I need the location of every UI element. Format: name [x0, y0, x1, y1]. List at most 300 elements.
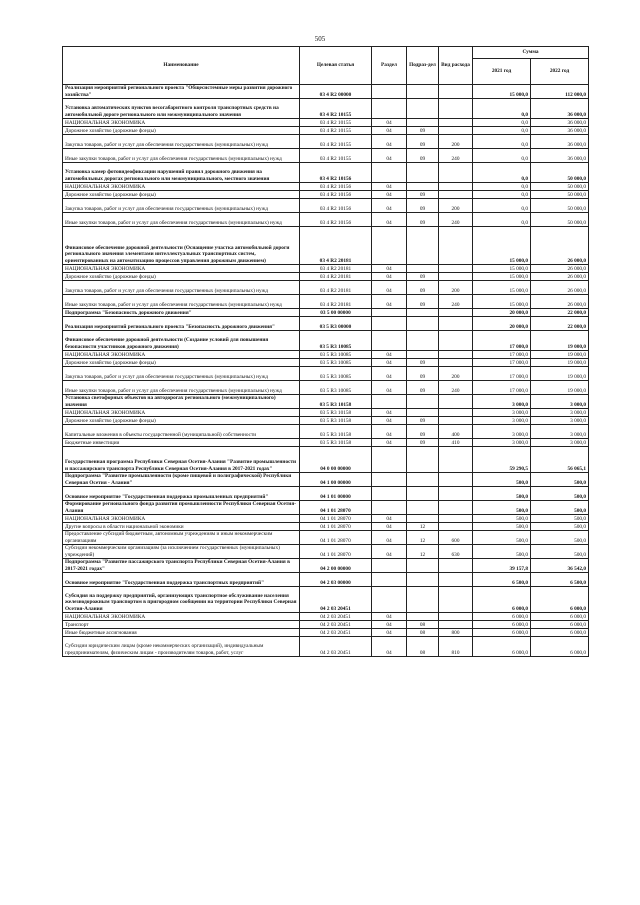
cell-2021: 6 000,0	[473, 613, 531, 621]
cell-expense-type	[439, 265, 473, 273]
cell-subsection: 09	[407, 367, 439, 381]
cell-2021: 6 000,0	[473, 621, 531, 629]
cell-expense-type	[439, 85, 473, 99]
cell-section: 04	[372, 367, 407, 381]
cell-2021: 17 000,0	[473, 351, 531, 359]
cell-subsection	[407, 409, 439, 417]
cell-expense-type	[439, 309, 473, 317]
cell-section: 04	[372, 439, 407, 447]
cell-2022: 500,0	[531, 487, 589, 501]
cell-name: Иные закупки товаров, работ и услуг для обеспечения государственных (муниципальных) нужд	[63, 149, 300, 163]
header-subsection: Подраз-дел	[407, 47, 439, 85]
table-row	[63, 531, 589, 545]
cell-target: 03 5 R3 10085	[300, 331, 372, 351]
table-row	[63, 359, 589, 367]
cell-name: Реализация мероприятий регионального проекта "Безопасность дорожного движения"	[63, 317, 300, 331]
cell-expense-type	[439, 395, 473, 409]
cell-target: 03 4 R2 10155	[300, 119, 372, 127]
table-row	[63, 425, 589, 439]
cell-2021: 500,0	[473, 487, 531, 501]
header-sum: Сумма	[473, 47, 589, 59]
cell-2021: 17 000,0	[473, 367, 531, 381]
cell-2021: 15 000,0	[473, 295, 531, 309]
cell-name: НАЦИОНАЛЬНАЯ ЭКОНОМИКА	[63, 351, 300, 359]
header-name: Наименование	[63, 47, 300, 85]
table-row	[63, 545, 589, 559]
table-row	[63, 447, 589, 473]
cell-2022: 36 000,0	[531, 149, 589, 163]
cell-2021: 500,0	[473, 501, 531, 515]
table-row	[63, 417, 589, 425]
cell-section	[372, 473, 407, 487]
cell-expense-type: 200	[439, 135, 473, 149]
cell-name: НАЦИОНАЛЬНАЯ ЭКОНОМИКА	[63, 119, 300, 127]
cell-target: 03 5 R3 10085	[300, 351, 372, 359]
cell-expense-type: 810	[439, 637, 473, 657]
cell-2021: 17 000,0	[473, 331, 531, 351]
table-row	[63, 395, 589, 409]
table-row	[63, 295, 589, 309]
cell-2021: 6 000,0	[473, 587, 531, 613]
page-number: 505	[314, 35, 326, 43]
cell-section: 04	[372, 149, 407, 163]
cell-expense-type: 240	[439, 213, 473, 227]
cell-2021: 0,0	[473, 149, 531, 163]
cell-subsection	[407, 351, 439, 359]
cell-2022: 19 000,0	[531, 331, 589, 351]
cell-2021: 0,0	[473, 183, 531, 191]
cell-2021: 500,0	[473, 515, 531, 523]
cell-2022: 500,0	[531, 473, 589, 487]
cell-2021: 15 000,0	[473, 265, 531, 273]
cell-2021: 3 000,0	[473, 439, 531, 447]
cell-section	[372, 309, 407, 317]
cell-2021: 17 000,0	[473, 359, 531, 367]
cell-target: 04 2 03 00000	[300, 573, 372, 587]
cell-2021: 0,0	[473, 199, 531, 213]
cell-subsection	[407, 395, 439, 409]
cell-2022: 36 542,0	[531, 559, 589, 573]
cell-subsection: 12	[407, 545, 439, 559]
cell-2022: 50 000,0	[531, 163, 589, 183]
cell-subsection	[407, 501, 439, 515]
cell-section: 04	[372, 265, 407, 273]
cell-section: 04	[372, 135, 407, 149]
cell-2021: 59 290,5	[473, 447, 531, 473]
cell-subsection: 09	[407, 295, 439, 309]
cell-target: 04 1 01 28070	[300, 545, 372, 559]
table-row	[63, 183, 589, 191]
cell-2022: 19 000,0	[531, 381, 589, 395]
cell-name: Иные закупки товаров, работ и услуг для обеспечения государственных (муниципальных) нужд	[63, 213, 300, 227]
cell-expense-type	[439, 317, 473, 331]
table-row	[63, 273, 589, 281]
cell-expense-type	[439, 227, 473, 265]
cell-subsection	[407, 331, 439, 351]
table-row	[63, 135, 589, 149]
cell-subsection	[407, 559, 439, 573]
cell-section: 04	[372, 515, 407, 523]
table-row	[63, 587, 589, 613]
cell-name: Иные закупки товаров, работ и услуг для обеспечения государственных (муниципальных) нужд	[63, 295, 300, 309]
cell-target: 03 4 R2 20181	[300, 227, 372, 265]
cell-section: 04	[372, 531, 407, 545]
cell-2022: 19 000,0	[531, 367, 589, 381]
cell-section: 04	[372, 637, 407, 657]
cell-name: НАЦИОНАЛЬНАЯ ЭКОНОМИКА	[63, 515, 300, 523]
cell-subsection: 09	[407, 135, 439, 149]
cell-subsection: 12	[407, 531, 439, 545]
table-row	[63, 85, 589, 99]
cell-expense-type	[439, 487, 473, 501]
cell-subsection	[407, 85, 439, 99]
cell-expense-type	[439, 163, 473, 183]
cell-name: Подпрограмма "Безопасность дорожного движения"	[63, 309, 300, 317]
cell-name: Другие вопросы в области национальной экономики	[63, 523, 300, 531]
table-row	[63, 439, 589, 447]
cell-target: 03 4 R2 10155	[300, 149, 372, 163]
cell-2022: 500,0	[531, 523, 589, 531]
cell-target: 03 4 R2 20181	[300, 295, 372, 309]
cell-2021: 500,0	[473, 473, 531, 487]
table-row	[63, 629, 589, 637]
cell-section	[372, 163, 407, 183]
cell-name: Финансовое обеспечение дорожной деятельности (Оснащение участка автомобильной дороги регионального значения элементами интеллектуальных транспортных систем, ориентированных на автоматизацию процессов управления дорожным движением)	[63, 227, 300, 265]
cell-2021: 15 000,0	[473, 85, 531, 99]
cell-section	[372, 573, 407, 587]
cell-2022: 6 000,0	[531, 587, 589, 613]
cell-2021: 0,0	[473, 99, 531, 119]
cell-name: Реализация мероприятий регионального проекта "Общесистемные меры развития дорожного хозяйства"	[63, 85, 300, 99]
cell-name: Субсидии юридическим лицам (кроме некоммерческих организаций), индивидуальным предпринимателям, физическим лицам - производителям товаров, работ, услуг	[63, 637, 300, 657]
table-row	[63, 163, 589, 183]
cell-expense-type: 800	[439, 629, 473, 637]
header-2022: 2022 год	[531, 59, 589, 85]
cell-section: 04	[372, 409, 407, 417]
cell-expense-type: 240	[439, 149, 473, 163]
cell-expense-type: 240	[439, 381, 473, 395]
cell-section	[372, 99, 407, 119]
cell-section: 04	[372, 127, 407, 135]
cell-subsection: 09	[407, 425, 439, 439]
cell-2022: 26 000,0	[531, 281, 589, 295]
cell-expense-type	[439, 331, 473, 351]
cell-subsection	[407, 515, 439, 523]
cell-subsection	[407, 573, 439, 587]
cell-2022: 22 000,0	[531, 317, 589, 331]
cell-name: Установка светофорных объектов на автодорогах регионального (межмуниципального) значения	[63, 395, 300, 409]
cell-subsection: 09	[407, 439, 439, 447]
cell-target: 03 4 R2 10155	[300, 99, 372, 119]
table-row	[63, 367, 589, 381]
cell-2021: 0,0	[473, 135, 531, 149]
cell-subsection: 09	[407, 149, 439, 163]
cell-target: 04 1 01 28070	[300, 523, 372, 531]
cell-2022: 50 000,0	[531, 213, 589, 227]
cell-expense-type	[439, 501, 473, 515]
table-row	[63, 523, 589, 531]
cell-subsection	[407, 309, 439, 317]
cell-2021: 3 000,0	[473, 417, 531, 425]
cell-target: 03 5 R3 10158	[300, 425, 372, 439]
cell-section	[372, 447, 407, 473]
cell-subsection: 09	[407, 199, 439, 213]
cell-section: 04	[372, 523, 407, 531]
table-row	[63, 119, 589, 127]
cell-target: 03 5 R3 10158	[300, 409, 372, 417]
table-row	[63, 317, 589, 331]
cell-section	[372, 587, 407, 613]
table-row	[63, 573, 589, 587]
cell-expense-type	[439, 417, 473, 425]
cell-section	[372, 227, 407, 265]
cell-subsection: 09	[407, 127, 439, 135]
cell-section: 04	[372, 199, 407, 213]
cell-2022: 26 000,0	[531, 273, 589, 281]
cell-2021: 3 000,0	[473, 395, 531, 409]
cell-name: Иные закупки товаров, работ и услуг для обеспечения государственных (муниципальных) нужд	[63, 381, 300, 395]
cell-target: 04 2 03 20451	[300, 637, 372, 657]
cell-target: 03 5 R3 00000	[300, 317, 372, 331]
cell-name: Дорожное хозяйство (дорожные фонды)	[63, 127, 300, 135]
cell-2021: 500,0	[473, 531, 531, 545]
cell-name: Бюджетные инвестиции	[63, 439, 300, 447]
cell-subsection	[407, 183, 439, 191]
cell-target: 03 4 R2 20181	[300, 273, 372, 281]
cell-expense-type	[439, 127, 473, 135]
cell-name: Капитальные вложения в объекты государственной (муниципальной) собственности	[63, 425, 300, 439]
cell-2022: 26 000,0	[531, 227, 589, 265]
table-row	[63, 637, 589, 657]
cell-section: 04	[372, 613, 407, 621]
cell-name: Закупка товаров, работ и услуг для обеспечения государственных (муниципальных) нужд	[63, 135, 300, 149]
cell-name: Дорожное хозяйство (дорожные фонды)	[63, 273, 300, 281]
cell-2021: 15 000,0	[473, 227, 531, 265]
cell-name: НАЦИОНАЛЬНАЯ ЭКОНОМИКА	[63, 409, 300, 417]
cell-2021: 6 500,0	[473, 573, 531, 587]
cell-subsection	[407, 163, 439, 183]
cell-name: НАЦИОНАЛЬНАЯ ЭКОНОМИКА	[63, 183, 300, 191]
table-row	[63, 281, 589, 295]
cell-2022: 500,0	[531, 501, 589, 515]
cell-expense-type: 410	[439, 439, 473, 447]
cell-expense-type	[439, 273, 473, 281]
cell-section	[372, 331, 407, 351]
cell-expense-type	[439, 119, 473, 127]
cell-target: 03 5 R3 10085	[300, 367, 372, 381]
table-row	[63, 213, 589, 227]
cell-section: 04	[372, 629, 407, 637]
cell-expense-type	[439, 473, 473, 487]
cell-2022: 3 000,0	[531, 425, 589, 439]
cell-subsection: 09	[407, 417, 439, 425]
cell-section: 04	[372, 621, 407, 629]
cell-name: Закупка товаров, работ и услуг для обеспечения государственных (муниципальных) нужд	[63, 199, 300, 213]
cell-2021: 0,0	[473, 163, 531, 183]
cell-name: Иные бюджетные ассигнования	[63, 629, 300, 637]
cell-2022: 6 500,0	[531, 573, 589, 587]
cell-2022: 50 000,0	[531, 191, 589, 199]
cell-target: 04 2 03 20451	[300, 613, 372, 621]
cell-name: Дорожное хозяйство (дорожные фонды)	[63, 359, 300, 367]
cell-2022: 56 065,1	[531, 447, 589, 473]
cell-expense-type	[439, 621, 473, 629]
table-row	[63, 351, 589, 359]
cell-expense-type: 200	[439, 199, 473, 213]
cell-name: Установка камер фотовидеофиксации нарушений правил дорожного движения на автомобильных дорогах регионального или межмуниципального, местного значения	[63, 163, 300, 183]
table-row	[63, 515, 589, 523]
cell-target: 03 4 R2 20181	[300, 281, 372, 295]
header-expense-type: Вид расхода	[439, 47, 473, 85]
cell-subsection	[407, 99, 439, 119]
cell-2022: 6 000,0	[531, 629, 589, 637]
cell-2021: 15 000,0	[473, 273, 531, 281]
table-row	[63, 613, 589, 621]
cell-2022: 50 000,0	[531, 199, 589, 213]
table-row	[63, 199, 589, 213]
cell-name: Финансовое обеспечение дорожной деятельности (Создание условий для повышения безопасности участников дорожного движения)	[63, 331, 300, 351]
cell-name: Основное мероприятие "Государственная поддержка промышленных предприятий"	[63, 487, 300, 501]
cell-target: 04 2 03 20451	[300, 587, 372, 613]
cell-target: 03 5 R3 10158	[300, 395, 372, 409]
cell-2022: 500,0	[531, 545, 589, 559]
cell-section: 04	[372, 359, 407, 367]
cell-name: Закупка товаров, работ и услуг для обеспечения государственных (муниципальных) нужд	[63, 281, 300, 295]
cell-2022: 36 000,0	[531, 127, 589, 135]
cell-section: 04	[372, 417, 407, 425]
cell-2021: 500,0	[473, 523, 531, 531]
cell-name: НАЦИОНАЛЬНАЯ ЭКОНОМИКА	[63, 613, 300, 621]
cell-name: Подпрограмма "Развитие пассажирского транспорта Республики Северная Осетия-Алания в 2017-2021 годах"	[63, 559, 300, 573]
cell-subsection	[407, 487, 439, 501]
cell-target: 03 4 R2 10156	[300, 213, 372, 227]
cell-target: 03 4 R2 10156	[300, 199, 372, 213]
table-row	[63, 191, 589, 199]
cell-subsection	[407, 587, 439, 613]
cell-2021: 17 000,0	[473, 381, 531, 395]
cell-section: 04	[372, 281, 407, 295]
cell-expense-type: 240	[439, 295, 473, 309]
cell-subsection: 09	[407, 213, 439, 227]
cell-2022: 19 000,0	[531, 359, 589, 367]
cell-2022: 19 000,0	[531, 351, 589, 359]
table-row	[63, 409, 589, 417]
table-row	[63, 621, 589, 629]
table-row	[63, 99, 589, 119]
cell-target: 03 4 R2 10156	[300, 183, 372, 191]
cell-section: 04	[372, 273, 407, 281]
cell-subsection: 09	[407, 273, 439, 281]
cell-expense-type	[439, 523, 473, 531]
cell-target: 04 1 01 28070	[300, 515, 372, 523]
table-row	[63, 473, 589, 487]
cell-expense-type: 630	[439, 545, 473, 559]
cell-section: 04	[372, 351, 407, 359]
cell-2021: 500,0	[473, 545, 531, 559]
cell-expense-type	[439, 573, 473, 587]
cell-2022: 26 000,0	[531, 295, 589, 309]
cell-name: Дорожное хозяйство (дорожные фонды)	[63, 417, 300, 425]
cell-section: 04	[372, 183, 407, 191]
cell-expense-type	[439, 447, 473, 473]
cell-2022: 36 000,0	[531, 99, 589, 119]
cell-target: 03 5 R3 10085	[300, 381, 372, 395]
cell-section	[372, 85, 407, 99]
cell-section: 04	[372, 295, 407, 309]
cell-subsection: 08	[407, 637, 439, 657]
table-row	[63, 127, 589, 135]
cell-subsection	[407, 227, 439, 265]
cell-2022: 3 000,0	[531, 439, 589, 447]
cell-target: 03 4 R2 10156	[300, 163, 372, 183]
cell-target: 04 1 01 28070	[300, 531, 372, 545]
cell-subsection	[407, 317, 439, 331]
cell-target: 04 1 01 00000	[300, 487, 372, 501]
table-row	[63, 227, 589, 265]
cell-2021: 39 157,8	[473, 559, 531, 573]
table-row	[63, 381, 589, 395]
cell-expense-type: 200	[439, 367, 473, 381]
table-body	[63, 85, 589, 657]
cell-target: 04 2 03 20451	[300, 629, 372, 637]
cell-2022: 112 000,0	[531, 85, 589, 99]
cell-name: Предоставление субсидий бюджетным, автономным учреждениям и иным некоммерческим организациям	[63, 531, 300, 545]
cell-target: 03 5 00 00000	[300, 309, 372, 317]
cell-subsection	[407, 613, 439, 621]
cell-target: 04 2 00 00000	[300, 559, 372, 573]
cell-section: 04	[372, 381, 407, 395]
cell-section	[372, 501, 407, 515]
cell-section: 04	[372, 119, 407, 127]
cell-section: 04	[372, 191, 407, 199]
cell-section: 04	[372, 425, 407, 439]
cell-name: Государственная программа Республики Северная Осетия-Алания "Развитие промышленности и пассажирского транспорта Республики Северная Осетия-Алания в 2017-2021 годах"	[63, 447, 300, 473]
cell-2022: 36 000,0	[531, 119, 589, 127]
cell-2022: 3 000,0	[531, 409, 589, 417]
cell-expense-type	[439, 559, 473, 573]
cell-target: 03 5 R3 10085	[300, 359, 372, 367]
cell-section	[372, 317, 407, 331]
cell-name: Установка автоматических пунктов весогабаритного контроля транспортных средств на автомобильной дороге регионального или межмуниципального значения	[63, 99, 300, 119]
cell-name: Основное мероприятие "Государственная поддержка транспортных предприятий"	[63, 573, 300, 587]
cell-name: Закупка товаров, работ и услуг для обеспечения государственных (муниципальных) нужд	[63, 367, 300, 381]
cell-name: Формирование регионального фонда развития промышленности Республики Северная Осетия-Алания	[63, 501, 300, 515]
cell-2021: 6 000,0	[473, 629, 531, 637]
table-row	[63, 559, 589, 573]
cell-name: Транспорт	[63, 621, 300, 629]
header-section: Раздел	[372, 47, 407, 85]
cell-subsection	[407, 447, 439, 473]
cell-expense-type	[439, 359, 473, 367]
cell-target: 04 1 00 00000	[300, 473, 372, 487]
table-row	[63, 487, 589, 501]
cell-target: 03 5 R3 10158	[300, 439, 372, 447]
cell-target: 03 4 R2 10155	[300, 127, 372, 135]
cell-2021: 0,0	[473, 191, 531, 199]
table-row	[63, 501, 589, 515]
cell-2022: 3 000,0	[531, 417, 589, 425]
table-row	[63, 309, 589, 317]
cell-2022: 26 000,0	[531, 265, 589, 273]
table-row	[63, 331, 589, 351]
cell-2021: 3 000,0	[473, 425, 531, 439]
cell-2022: 3 000,0	[531, 395, 589, 409]
cell-expense-type	[439, 191, 473, 199]
header-2021: 2021 год	[473, 59, 531, 85]
cell-2021: 15 000,0	[473, 281, 531, 295]
cell-expense-type: 600	[439, 531, 473, 545]
cell-2021: 0,0	[473, 127, 531, 135]
